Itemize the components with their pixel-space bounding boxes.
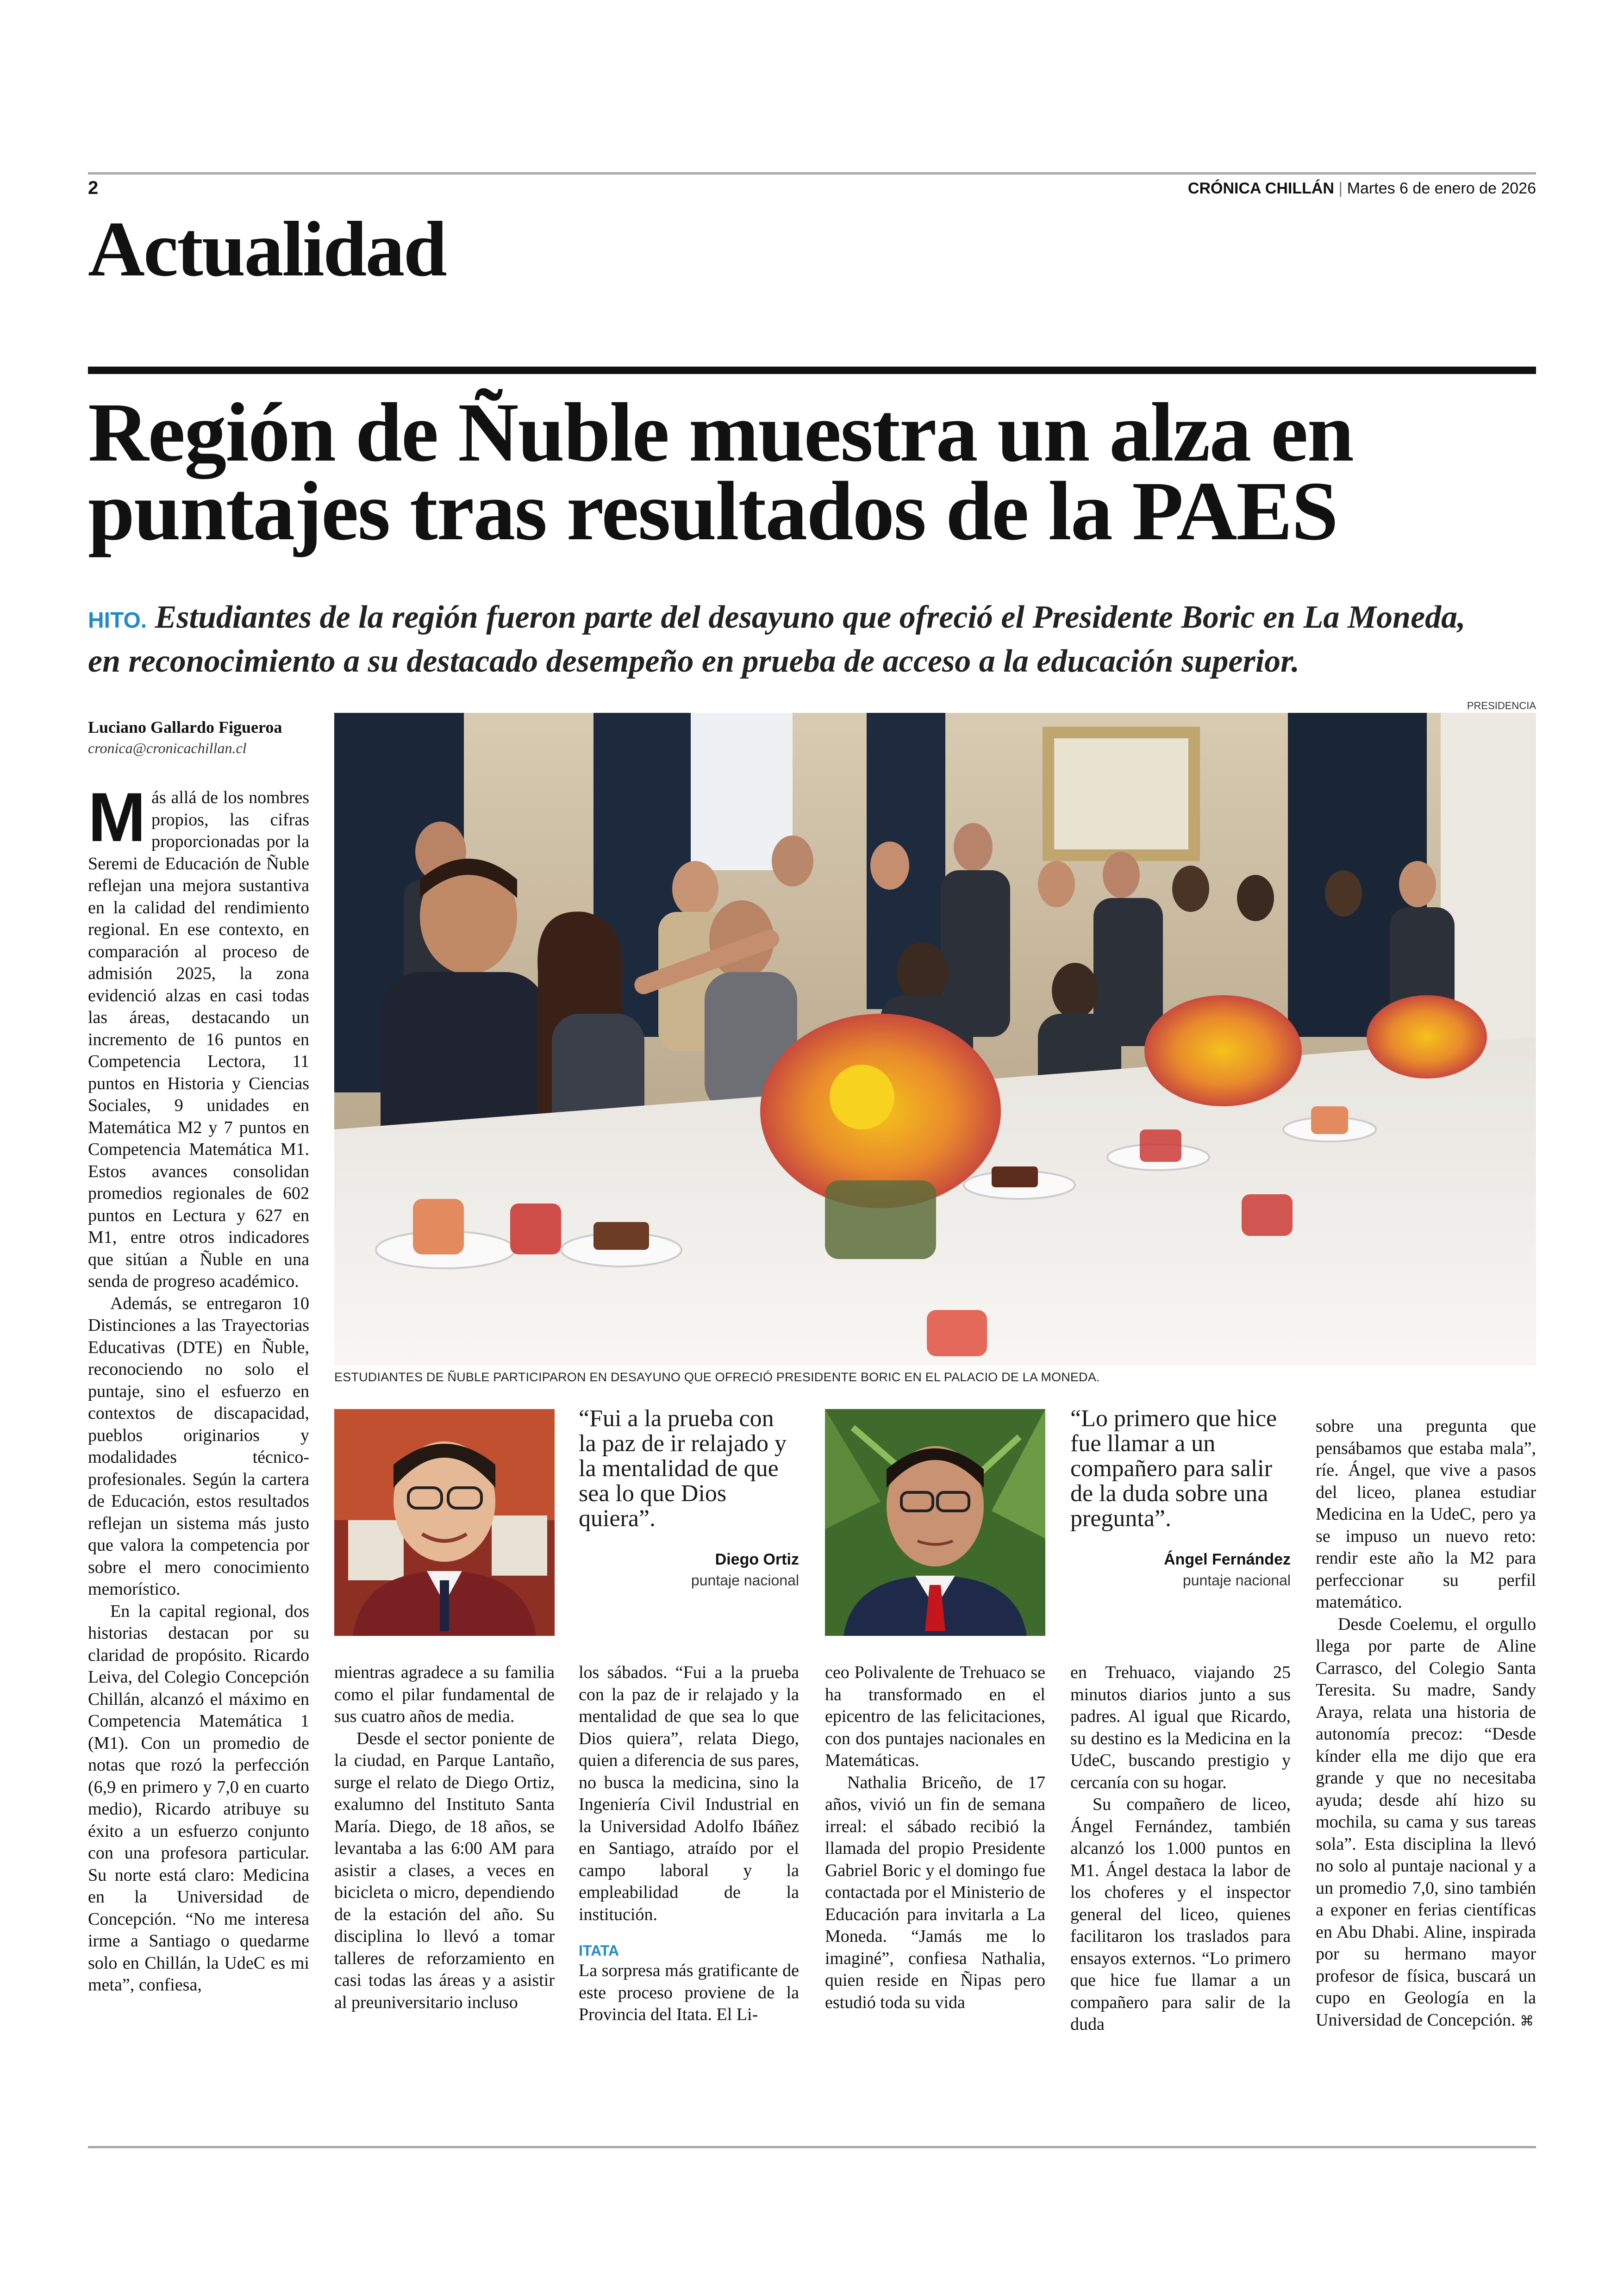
col2-paragraph-2: Desde el sector poniente de la ciudad, en Parque Lantaño, surge el relato de Diego Ortiz, exalumno del Instituto Santa María. Diego, de 18 años, se levantaba a las 6:00 AM para asistir a clases, a veces en bicicleta o micro, dependiendo de la estación del año. Su disciplina lo llevó a tomar talleres de reforzamiento en casi todas las áreas y a asistir al preuniversitario incluso — [334, 1728, 555, 2012]
portrait-angel-illustration — [825, 1409, 1045, 1636]
deck — [88, 597, 1536, 682]
col1-paragraph-1 — [88, 778, 309, 1293]
body-column-5 — [1070, 1662, 1291, 2036]
photo-caption: ESTUDIANTES DE ÑUBLE PARTICIPARON EN DESAYUNO QUE OFRECIÓ PRESIDENTE BORIC EN EL PALACIO DE LA MONEDA. — [334, 1370, 1100, 1384]
pull-quote-diego: “Fui a la prueba con la paz de ir relajado y la mentalidad de que sea lo que Dios quiera”. — [579, 1405, 787, 1532]
col3-paragraph-2: La sorpresa más gratificante de este proceso proviene de la Provincia del Itata. El Li- — [579, 1961, 799, 2024]
col1-p1-text: ás allá de los nombres propios, las cifras proporcionadas por la Seremi de Educación de Ñuble reflejan una mejora sustantiva en la calidad del rendimiento regional. En ese contexto, en comparación al proceso de admisión 2025, la zona evidenció alzas en casi todas las áreas, destacando un incremento de 16 puntos en Competencia Lectora, 11 puntos en Historia y Ciencias Sociales, 9 unidades en Matemática M2 y 7 puntos en Competencia Matemática M1. Estos avances consolidan promedios regionales de 602 puntos en Lectura y 627 en M1, entre otros indicadores que sitúan a Ñuble en una senda de progreso académico. — [88, 788, 309, 1291]
page-number: 2 — [88, 178, 99, 198]
issue-date: Martes 6 de enero de 2026 — [1347, 180, 1536, 197]
quote-diego-role: puntaje nacional — [691, 1572, 799, 1589]
body-column-1 — [88, 778, 309, 1996]
col6-paragraph-1: sobre una pregunta que pensábamos que estaba mala”, ríe. Ángel, que vive a pasos del liceo, planea estudiar Medicina en la UdeC, pero ya se impuso un nuevo reto: rendir este año la M2 para perfeccionar su perfil matemático. — [1316, 1416, 1536, 1612]
pull-quote-angel: “Lo primero que hice fue llamar a un compañero para salir de la duda sobre una pregunta”. — [1070, 1405, 1277, 1532]
end-mark-icon: ⌘ — [1520, 2013, 1534, 2029]
author-email: cronica@cronicachillan.cl — [88, 740, 247, 756]
deck-text-1: Estudiantes de la región fueron parte del desayuno que ofreció el Presidente Boric en La Moneda, — [155, 599, 1466, 635]
portrait-angel-fernandez — [825, 1409, 1045, 1636]
portrait-diego-ortiz — [334, 1409, 555, 1636]
body-column-3 — [579, 1662, 799, 2026]
body-column-4 — [825, 1662, 1045, 2014]
masthead-line — [1188, 180, 1536, 198]
deck-line-2: en reconocimiento a su destacado desempeño en prueba de acceso a la educación superior. — [88, 643, 1300, 679]
headline-rule — [88, 367, 1536, 374]
quote-angel-name: Ángel Fernández — [1164, 1551, 1291, 1568]
headline — [88, 386, 1353, 558]
col6-paragraph-2 — [1316, 1614, 1536, 2033]
main-photo — [334, 713, 1536, 1366]
headline-line-2: puntajes tras resultados de la PAES — [88, 465, 1338, 558]
col4-paragraph-1: ceo Polivalente de Trehuaco se ha transformado en el epicentro de las felicitaciones, con dos puntajes nacionales en Matemáticas. — [825, 1663, 1045, 1770]
col6-p2-text: Desde Coelemu, el orgullo llega por parte de Aline Carrasco, del Colegio Santa Teresita. Su madre, Sandy Araya, relata una historia de autonomía precoz: “Desde kínder ella me dijo que era grande y que no necesitaba ayuda; desde ahí hizo su mochila, su cama y sus tareas sola”. Esta disciplina la llevó no solo al puntaje nacional y a un promedio 7,0, sino también a exponer en ferias científicas en Abu Dhabi. Aline, inspirada por su hermano mayor profesor de física, buscará un cupo en Geología en la Universidad de Concepción. — [1316, 1614, 1536, 2030]
section-title: Actualidad — [88, 206, 446, 293]
col5-paragraph-2: Su compañero de liceo, Ángel Fernández, también alcanzó los 1.000 puntos en M1. Ángel destaca la labor de los choferes y el inspector general del liceo, quienes facilitaron los traslados para ensayos externos. “Lo primero que hice fue llamar a un compañero para salir de la duda — [1070, 1795, 1291, 2034]
col1-paragraph-3: En la capital regional, dos historias destacan por su claridad de propósito. Ricardo Leiva, del Colegio Concepción Chillán, alcanzó el máximo en Competencia Matemática 1 (M1). Con un promedio de notas que rozó la perfección (6,9 en primero y 7,0 en cuarto medio), Ricardo atribuye su éxito a un esfuerzo conjunto con una profesora particular. Su norte está claro: Medicina en la Universidad de Concepción. “No me interesa irme a Santiago o quedarme solo en Chillán, la UdeC es mi meta”, confiesa, — [88, 1601, 309, 1995]
headline-line-1: Región de Ñuble muestra un alza en — [88, 386, 1353, 479]
deck-line-1 — [88, 597, 1536, 641]
drop-cap: M — [88, 778, 146, 856]
quote-diego-name: Diego Ortiz — [715, 1551, 799, 1568]
col5-paragraph-1: en Trehuaco, viajando 25 minutos diarios junto a sus padres. Al igual que Ricardo, su destino es la Medicina en la UdeC, buscando prestigio y cercanía con su hogar. — [1070, 1663, 1291, 1792]
col4-paragraph-2: Nathalia Briceño, de 17 años, vivió un fin de semana irreal: el sábado recibió la llamada del propio Presidente Gabriel Boric y el domingo fue contactada por el Ministerio de Educación para invitarla a La Moneda. “Jamás me lo imaginé”, confiesa Nathalia, quien reside en Ñipas pero estudió toda su vida — [825, 1772, 1045, 2012]
col1-paragraph-2: Además, se entregaron 10 Distinciones a las Trayectorias Educativas (DTE) en Ñuble, reconociendo no solo el puntaje, sino el esfuerzo en contextos de discapacidad, pueblos originarios y modalidades técnico-profesionales. Según la cartera de Educación, estos resultados reflejan un sistema más justo que valora la competencia por sobre el mero conocimiento memorístico. — [88, 1293, 309, 1599]
body-column-2 — [334, 1662, 555, 2014]
top-rule — [88, 172, 1536, 175]
quote-angel-role: puntaje nacional — [1182, 1572, 1291, 1589]
subhead-itata: ITATA — [579, 1942, 619, 1959]
portrait-diego-illustration — [334, 1409, 555, 1636]
photo-credit: PRESIDENCIA — [1467, 700, 1536, 711]
col3-paragraph-1: los sábados. “Fui a la prueba con la paz de ir relajado y la mentalidad de que sea lo que Dios quiera”, relata Diego, quien a diferencia de sus pares, no busca la medicina, sino la Ingeniería Civil Industrial en la Universidad Adolfo Ibáñez en Santiago, atraído por el campo laboral y la empleabilidad de la institución. — [579, 1663, 799, 1924]
byline — [88, 717, 347, 757]
publication-name: CRÓNICA CHILLÁN — [1187, 180, 1334, 197]
bottom-rule — [88, 2146, 1536, 2148]
masthead-separator: | — [1338, 180, 1347, 197]
kicker: HITO. — [88, 608, 147, 633]
body-column-6 — [1316, 1416, 1536, 2032]
author-name: Luciano Gallardo Figueroa — [88, 718, 282, 736]
col2-paragraph-1: mientras agradece a su familia como el pilar fundamental de sus cuatro años de media. — [334, 1663, 555, 1726]
breakfast-photo-illustration — [334, 713, 1536, 1366]
